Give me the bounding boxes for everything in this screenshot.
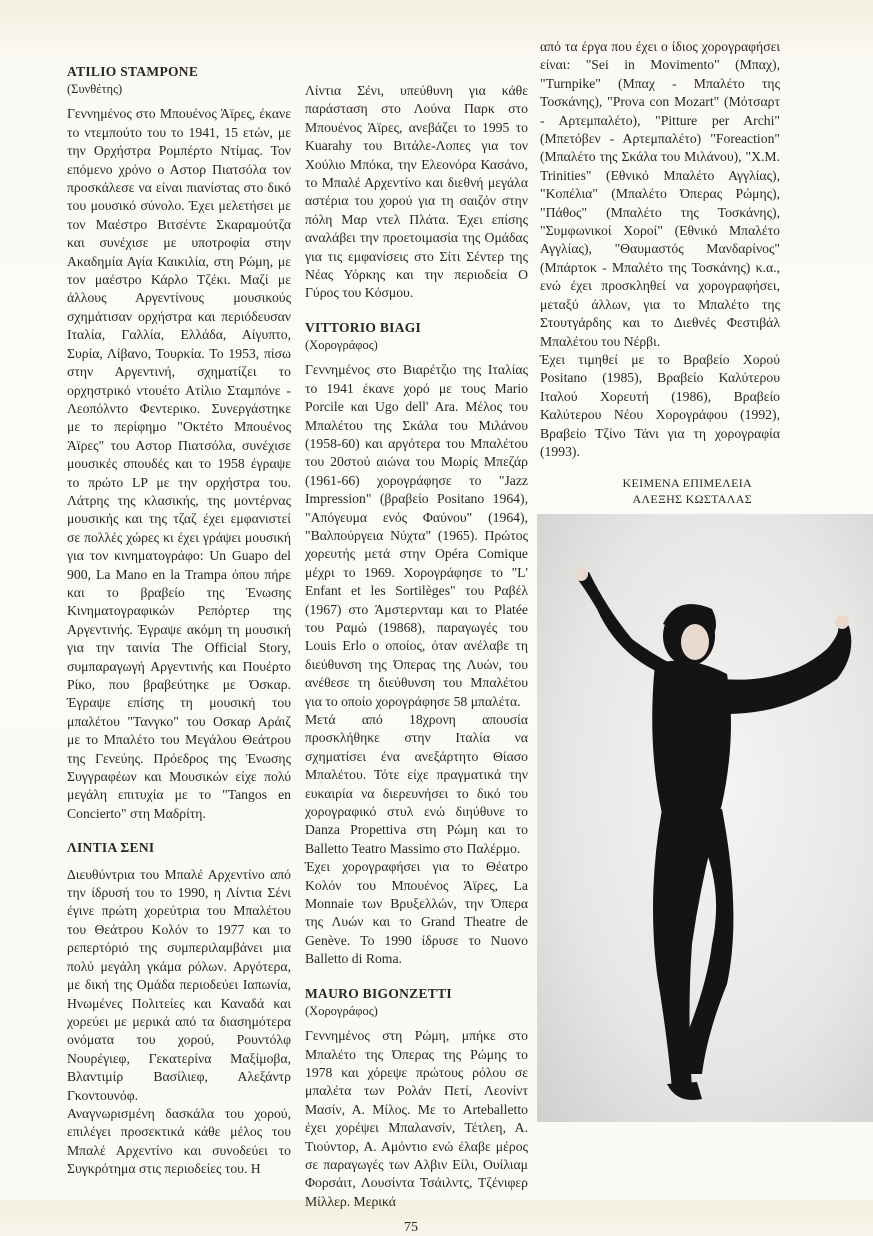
- paragraph: Διευθύντρια του Μπαλέ Αρχεντίνο από την ίδρυσή του το 1990, η Λίντια Σένι έγινε πρώτη χορεύτρια του Μπαλέτου του Θεάτρου Κολόν το 1977 και το ρεπερτόριό της συμπεριλαμβάνει μια πολύ μεγάλη γκάμα ρόλων. Αργότερα, με δική της Ομάδα περιοδεύει Ιαπωνία, Ηνωμένες Πολιτείες και Καναδά και χορεύει με μερικά από τα διασημότερα ονόματα του χορού, Ρουντόλφ Νουρέγιεφ, Γεκατερίνα Μαξίμοβα, Βλαντιμίρ Βασίλιεφ, Αλεξάντρ Γκοντουνόφ.: [67, 866, 291, 1103]
- section-role: (Χορογράφος): [305, 338, 378, 353]
- credit-author: ΑΛΕΞΗΣ ΚΩΣΤΑΛΑΣ: [632, 492, 752, 507]
- credit-line: ΚΕΙΜΕΝΑ ΕΠΙΜΕΛΕΙΑ: [622, 476, 752, 491]
- section-title: ΛΙΝΤΙΑ ΣΕΝΙ: [67, 840, 155, 856]
- column-1: [67, 63, 291, 1179]
- paragraph: Γεννημένος στο Βιαρέτζιο της Ιταλίας το 1941 έκανε χορό με τους Mario Porcile και Ugo dell' Ara. Μέλος του Μπαλέτου της Σκάλα του Μιλάνου (1958-60) και αργότερα του Μπαλέτου του 20στού αιώνα του Μωρίς Μπεζάρ (1961-66) χορογράφησε το "Jazz Impression" (βραβείο Positano 1964), "Απόγευμα ενός Φαύνου" (1964), "Βαλπούργεια Νύχτα" (1965). Πρώτος χορευτής μετά στην Opéra Comique μέχρι το 1969. Χορογράφησε το "L' Enfant et les Sortilèges" του Ραβέλ (1967) στο Άμστερνταμ και το Platée του Ραμώ (19868), παραγωγές του Louis Erlo ο οποίος, όταν ανέλαβε τη διεύθυνση της Όπερας της Λυών, του ανέθεσε τη διεύθυνση του Μπαλέτου για το οποίο χορογράφησε 58 μπαλέτα.: [305, 362, 528, 709]
- section-role: (Συνθέτης): [67, 82, 123, 97]
- paragraph: Έχει χορογραφήσει για το Θέατρο Κολόν του Μπουένος Άϊρες, La Monnaie των Βρυξελλών, την Όπερα της Λυών και το Grand Theatre de Genève. Το 1990 ίδρυσε το Nuovo Balletto di Roma.: [305, 859, 528, 967]
- paragraph: Έχει τιμηθεί με το Βραβείο Χορού Positano (1985), Βραβείο Καλύτερου Ιταλού Χορευτή (1986), Βραβείο Καλύτερου Νέου Χορογράφου (1992), Βραβείο Τζίνο Τάνι για τη χορογραφία (1993).: [540, 351, 780, 459]
- paragraph: Γεννημένος στο Μπουένος Άϊρες, έκανε το ντεμπούτο του το 1941, 15 ετών, με την Ορχήστρα Ρομπέρτο Ντίμας. Τον επόμενο χρόνο ο Αστορ Πιατσόλα τον προσκάλεσε να είναι πιανίστας στο δικό του μουσικό σύνολο. Έχει μελετήσει με τον Μαέστρο Βιτσέντε Σκαραμούτζα και συνέχισε με υποτροφία στην Ακαδημία Αγία Καικιλία, στη Ρώμη, με τον μαέστρο Κάρλο Τζέκι. Μαζί με άλλους Αργεντίνους μουσικούς σχημάτισαν ορχήστρα και περιόδευσαν Ιταλία, Γαλλία, Ελλάδα, Αίγυπτο, Συρία, Λίβανο, Τουρκία. Το 1953, πίσω στην Αργεντινή, σχηματίζει το ορχηστρικό ντουέτο Ατίλιο Σταμπόνε - Λεοπόλντο Φεντερικο. Συνεργάστηκε με το περίφημο "Οκτέτο Μπουένος Άϊρες" του Αστορ Πιατσόλα, συνέχισε μουσικές σπουδές και το 1958 έγραψε το πρώτο LP με την ορχήστρα του. Λάτρης της κλασικής, της μοντέρνας μουσικής και της τζαζ έχει εμφανιστεί σε πολλές χώρες κι έχει γράψει μουσική για τον κινηματογράφο: Un Guapo del 900, La Mano en la Trampa όπου πήρε και το βραβείο της Ένωσης Κινηματογραφικών Ρεπόρτερ της Αργεντινής. Έγραψε ακόμη τη μουσική για την ταινία The Official Story, συμπαραγωγή Αργεντινής και Πουέρτο Ρίκο, που βραβεύτηκε με Όσκαρ. Έγραψε επίσης τη μουσική του μπαλέτου "Τανγκο" του Οσκαρ Αράιζ με το Μπαλέτο του Μεγάλου Θεάτρου της Γενεύης. Πρόεδρος της Ένωσης Συγγραφέων και Μουσικών είχε πολύ μεγάλη επιτυχία με το "Tangos en Concierto" στη Μαδρίτη.: [67, 106, 291, 821]
- dancer-photo: [537, 514, 873, 1122]
- section-role: (Χορογράφος): [305, 1004, 378, 1019]
- page-number: 75: [404, 1220, 418, 1235]
- column-2: [305, 82, 528, 1211]
- credits: [540, 475, 752, 507]
- paragraph: από τα έργα που έχει ο ίδιος χορογραφήσει είναι: "Sei in Movimento" (Μπαχ), "Turnpike" (Μπαχ - Μπαλέτο της Τοσκάνης), "Prova con Mozart" (Μότσαρτ - Αρτεμπαλέτο), "Pitture per Archi" (Μπετόβεν - Αρτεμπαλέτο) "Foreaction" (Μπαλέτο της Σκάλα του Μιλάνου), "Χ.Μ. Trinities" (Εθνικό Μπαλέτο Αγγλίας), "Κοπέλια" (Μπαλέτο Όπερας Ρώμης), "Πάθος" (Μπαλέτο της Τοσκάνης), "Συμφωνικοί Χοροί" (Εθνικό Μπαλέτο Αγγλίας), "Θαυμαστός Μανδαρίνος" (Μπάρτοκ - Μπαλέτο της Τοσκάνης) κ.α., ενώ έχει προσκληθεί να χορογραφήσει, μεταξύ άλλων, για το Μπαλέτο της Στουτγάρδης και το Διεθνές Φεστιβάλ Μπαλέτου του Νέρβι.: [540, 39, 780, 349]
- section-title: ATILIO STAMPONE: [67, 64, 199, 79]
- paragraph: Γεννημένος στη Ρώμη, μπήκε στο Μπαλέτο της Όπερας της Ρώμης το 1978 και χόρεψε πρώτους ρόλου σε μπαλέτα των Ρολάν Πετί, Λεονίντ Μασίν, Α. Μίλος. Με το Arteballetto έχει χορέψει Μπαλανσίν, Τέτλεη, Α. Τιούντορ, Α. Αμόντιο ενώ έλαβε μέρος σε παραγωγές των Αλβιν Είλι, Ουίλιαμ Φορσάιτ, Λουσίντα Τσάιλντς, Τζένιφερ Μίλλερ. Μερικά: [305, 1028, 528, 1209]
- paragraph: Μετά από 18χρονη απουσία προσκλήθηκε στην Ιταλία να σχηματίσει ένα ανεξάρτητο Θίασο Μπαλέτου. Τότε είχε πραγματικά την ευκαιρία να διερευνήσει το δικό του χορογραφικό στυλ ενώ διηύθυνε το Danza Propettiva στη Ρώμη και το Balletto Teatro Massimo στο Παλέρμο.: [305, 712, 528, 856]
- section-title: VITTORIO BIAGI: [305, 319, 422, 335]
- paragraph: Αναγνωρισμένη δασκάλα του χορού, επιλέγει προσεκτικά κάθε μέλος του Μπαλέ Αρχεντίνο και συνοδεύει το Συγκρότημα στις περιοδείες του. Η: [67, 1105, 291, 1177]
- column-3: [540, 38, 780, 507]
- dancer-silhouette: [537, 514, 873, 1122]
- paragraph: Λίντια Σένι, υπεύθυνη για κάθε παράσταση στο Λούνα Παρκ στο Μπουένος Άϊρες, ανεβάζει το 1995 το Kuarahy του Βιτάλε-Λοπες για τον Χούλιο Μπόκα, την Ελεονόρα Κασάνο, το Μπαλέ Αρχεντίνο και διεθνή μεγάλα αστέρια του χορού για τη σαιζόν στην πόλη Μαρ ντελ Πλάτα. Έχει επίσης αναλάβει την προετοιμασία της Ομάδας για τις εμφανίσεις στο Σίτι Σέντερ της Νέας Υόρκης και την περιοδεία Ο Γύρος του Κόσμου.: [305, 83, 528, 301]
- section-title: MAURO BIGONZETTI: [305, 985, 452, 1001]
